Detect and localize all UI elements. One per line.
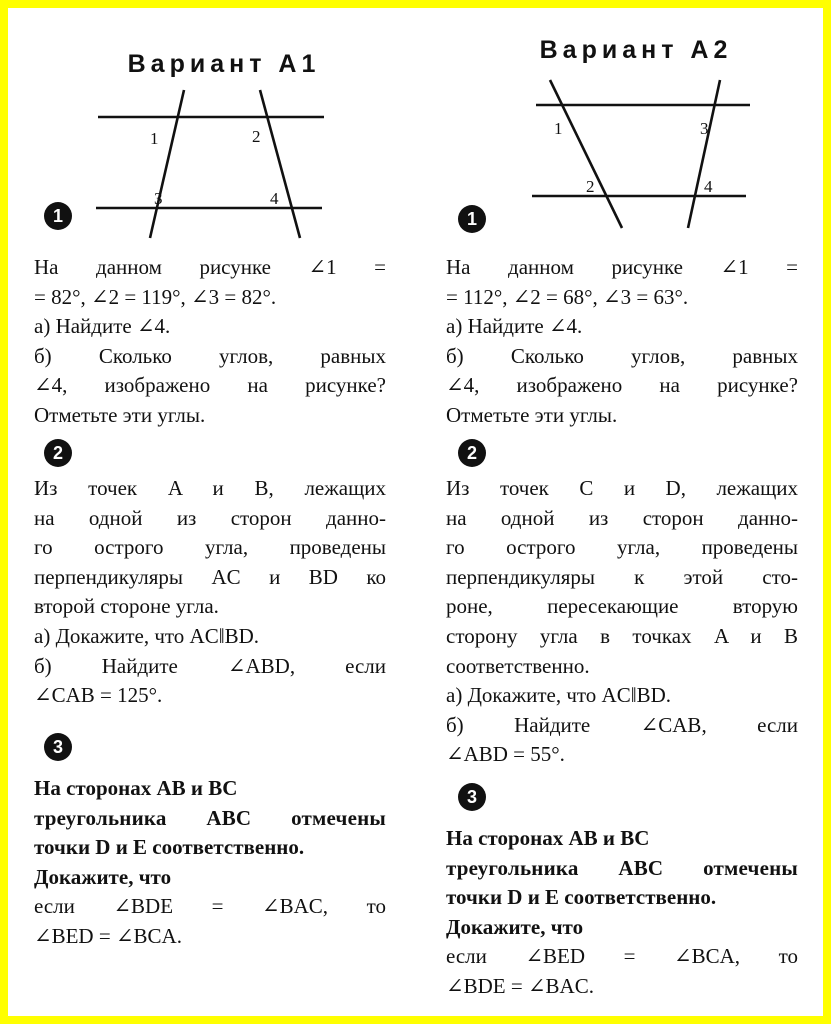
variant-a1-title: Вариант А1 [127,50,321,78]
angle-label-1: 1 [554,119,563,138]
text-line: = 82°, ∠2 = 119°, ∠3 = 82°. [34,284,277,309]
task-1-badge: 1 [458,205,486,233]
text-line: роне, пересекающие вторую [446,594,798,619]
text-line: б) Сколько углов, равных [446,343,798,368]
text-line: ∠CAB = 125°. [34,683,163,708]
text-line: Из точек A и B, лежащих [34,476,386,500]
text-line: б) Найдите ∠ABD, если [34,653,386,678]
text-line: а) Найдите ∠4. [446,314,583,339]
variant-a1-figure [34,88,334,253]
text-line: На данном рисунке ∠1 = [446,255,798,279]
transversal-left [550,80,622,228]
text-line: точки D и E соответственно. [34,835,305,860]
angle-label-3: 3 [700,119,709,138]
task-1-badge: 1 [44,202,72,230]
text-line: второй стороне угла. [34,594,219,619]
text-line: го острого угла, проведены [34,535,386,560]
angle-label-3: 3 [154,189,163,208]
text-line: Докажите, что [34,864,172,889]
text-line: ∠BED = ∠BCA. [34,923,182,948]
text-line: Докажите, что [446,914,584,939]
text-line: = 112°, ∠2 = 68°, ∠3 = 63°. [446,284,689,309]
task-2-badge: 2 [44,439,72,467]
angle-label-4: 4 [704,177,713,196]
text-line: точки D и E соответственно. [446,885,717,910]
variant-a2-figure [446,78,766,243]
text-line: б) Сколько углов, равных [34,343,386,368]
text-line: а) Найдите ∠4. [34,314,171,339]
task-1-text [446,253,798,431]
text-line: на одной из сторон данно- [34,505,386,530]
text-line: На сторонах AB и BC [446,826,650,850]
task-2-badge: 2 [458,439,486,467]
text-line: ∠BDE = ∠BAC. [446,973,594,998]
text-line: ∠4, изображено на рисунке? [34,373,386,398]
text-line: ∠ABD = 55°. [446,742,565,767]
text-line: перпендикуляры AC и BD ко [34,564,386,589]
text-line: б) Найдите ∠CAB, если [446,712,798,737]
text-line: На сторонах AB и BC [34,776,238,800]
task-2-text [446,474,798,770]
angle-label-1: 1 [150,129,159,148]
text-line: если ∠BED = ∠BCA, то [446,944,798,969]
variant-a2-title: Вариант А2 [539,36,733,64]
text-line: треугольника ABC отмечены [446,855,798,880]
angle-label-2: 2 [252,127,261,146]
text-line: а) Докажите, что AC‖BD. [34,623,260,648]
text-line: На данном рисунке ∠1 = [34,255,386,279]
text-line: на одной из сторон данно- [446,505,798,530]
text-line: соответственно. [446,653,590,678]
text-line: треугольника ABC отмечены [34,805,386,830]
text-line: Отметьте эти углы. [446,402,618,427]
transversal-right [260,90,300,238]
text-line: а) Докажите, что AC‖BD. [446,683,672,708]
task-3-badge: 3 [458,783,486,811]
text-line: сторону угла в точках A и B [446,623,798,648]
task-3-text [446,824,798,1002]
task-2-text [34,474,386,711]
angle-label-4: 4 [270,189,279,208]
transversal-left [150,90,184,238]
worksheet-page [8,8,823,1016]
text-line: Отметьте эти углы. [34,402,206,427]
task-3-badge: 3 [44,733,72,761]
transversal-right [688,80,720,228]
text-line: перпендикуляры к этой сто- [446,564,798,589]
task-3-text [34,774,386,952]
text-line: ∠4, изображено на рисунке? [446,373,798,398]
angle-label-2: 2 [586,177,595,196]
text-line: если ∠BDE = ∠BAC, то [34,894,386,919]
text-line: го острого угла, проведены [446,535,798,560]
task-1-text [34,253,386,431]
text-line: Из точек C и D, лежащих [446,476,798,500]
